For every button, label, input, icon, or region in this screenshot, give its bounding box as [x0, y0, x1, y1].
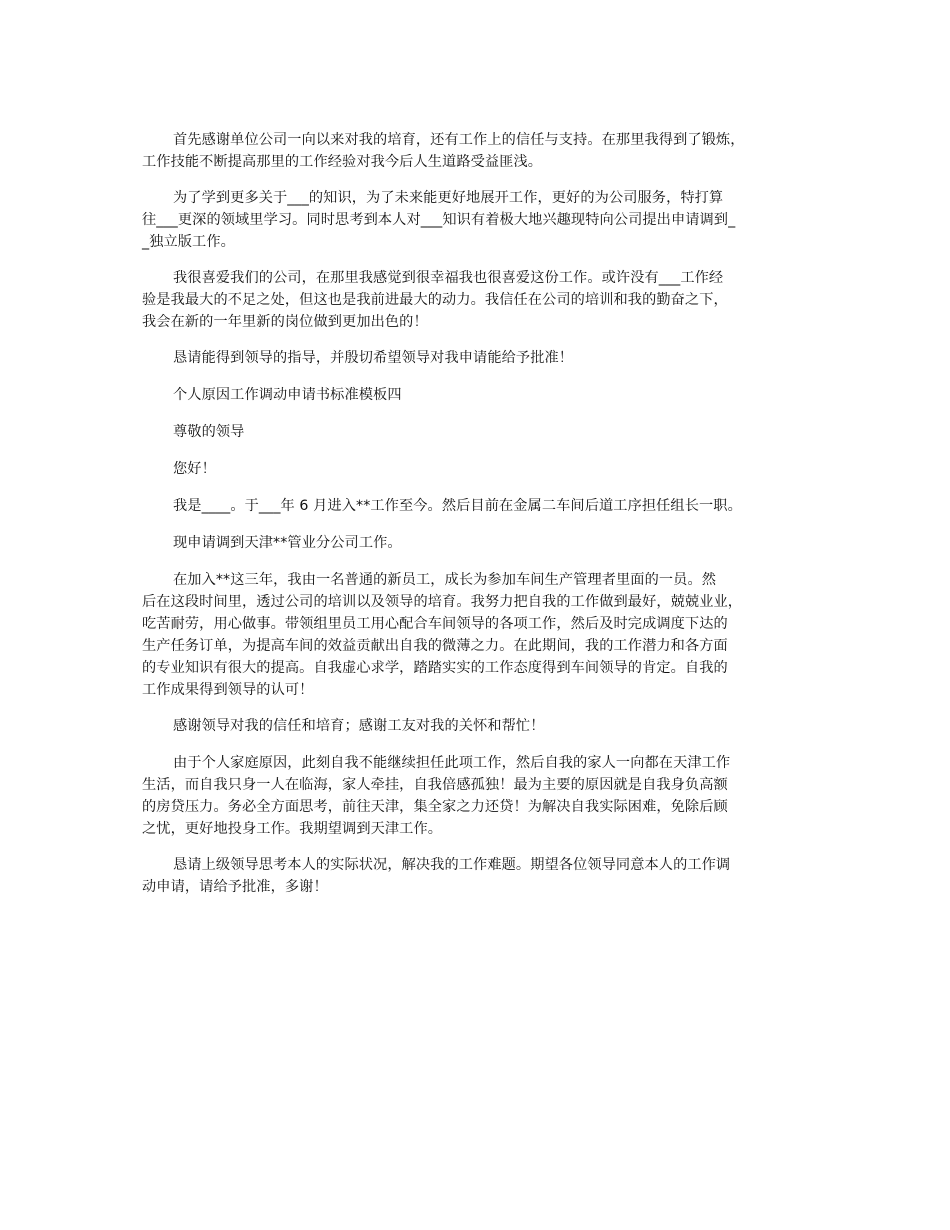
paragraph-request-approval: 恳请能得到领导的指导，并殷切希望领导对我申请能给予批准！	[173, 350, 574, 366]
paragraph-experience: 在加入**这三年，我由一名普通的新员工，成长为参加车间生产管理者里面的一员。然 后在这段时间里，透过公司的培训以及领导的培育。我努力把自我的工作做到最好，兢兢业业， 吃苦耐劳，用心做事。带领组里员工用心配合车间领导的各项工作，然后及时完成调度下达的 生产任务订单，为提高车间的效益贡献出自我的微薄之力。在此期间，我的工作潜力和各方面 的专业知识有很大的提高。自我虚心求学，踏踏实实的工作态度得到车间领导的肯定。自我的 工作成果得到领导的认可！	[142, 572, 743, 698]
paragraph-thanks: 首先感谢单位公司一向以来对我的培育，还有工作上的信任与支持。在那里我得到了锻炼， 工作技能不断提高那里的工作经验对我今后人生道路受益匪浅。	[142, 132, 745, 170]
greeting: 您好！	[173, 461, 216, 477]
paragraph-love-company: 我很喜爱我们的公司，在那里我感觉到很幸福我也很喜爱这份工作。或许没有___工作经 验是我最大的不足之处，但这也是我前进最大的动力。我信任在公司的培训和我的勤奋之下， 我会在新的一年里新的岗位做到更加出色的！	[142, 270, 728, 330]
salutation: 尊敬的领导	[173, 424, 245, 440]
section-title: 个人原因工作调动申请书标准模板四	[173, 387, 402, 403]
paragraph-closing: 恳请上级领导思考本人的实际状况，解决我的工作难题。期望各位领导同意本人的工作调 动申请，请给予批准，多谢！	[142, 857, 731, 895]
paragraph-gratitude: 感谢领导对我的信任和培育；感谢工友对我的关怀和帮忙！	[173, 718, 545, 734]
document-body	[142, 129, 812, 912]
paragraph-study: 为了学到更多关于___的知识，为了未来能更好地展开工作，更好的为公司服务，特打算 往___更深的领域里学习。同时思考到本人对___知识有着极大地兴趣现特向公司提出申请调到_ _独立版工作。	[142, 190, 736, 250]
paragraph-family-reason: 由于个人家庭原因，此刻自我不能继续担任此项工作，然后自我的家人一向都在天津工作 生活，而自我只身一人在临海，家人牵挂，自我倍感孤独！最为主要的原因就是自我身负高额 的房贷压力。务必全方面思考，前往天津，集全家之力还贷！为解决自我实际困难，免除后顾 之忧，更好地投身工作。我期望调到天津工作。	[142, 755, 731, 837]
paragraph-transfer-request: 现申请调到天津**管业分公司工作。	[173, 535, 402, 551]
paragraph-intro: 我是____。于___年 6 月进入**工作至今。然后目前在金属二车间后道工序担任组长一职。	[173, 498, 742, 514]
